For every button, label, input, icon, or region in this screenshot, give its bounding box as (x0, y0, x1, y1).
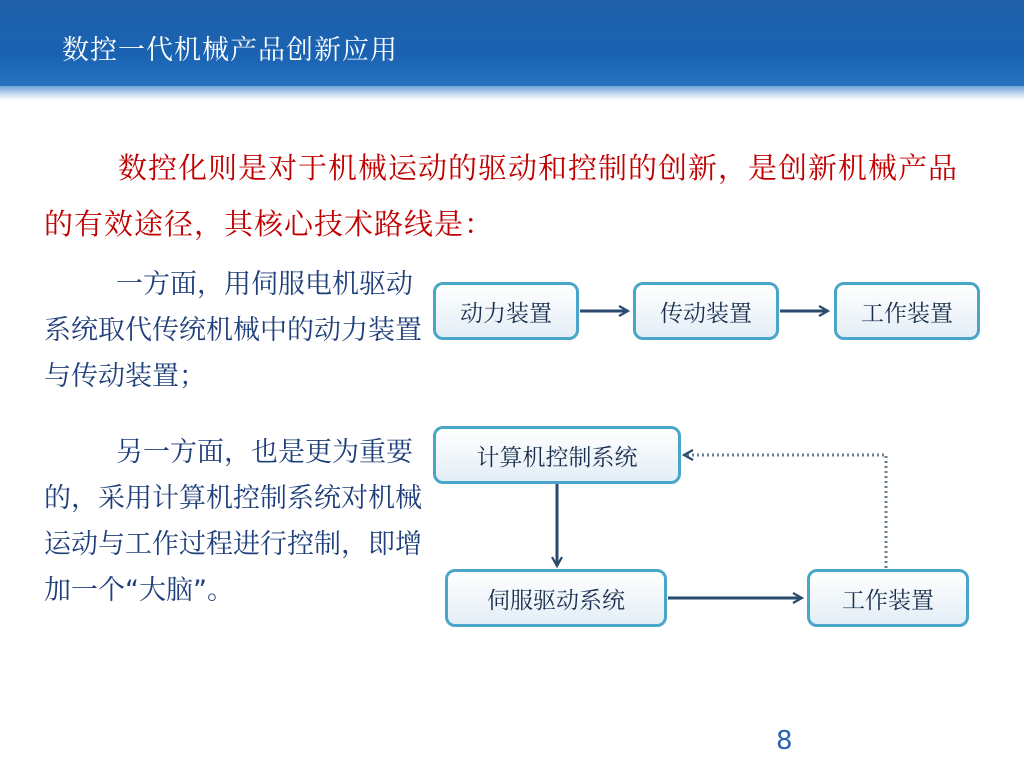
box-servo-drive: 伺服驱动系统 (445, 569, 667, 627)
slide-title: 数控一代机械产品创新应用 (62, 35, 398, 66)
paragraph-1-text: 一方面，用伺服电机驱动系统取代传统机械中的动力装置与传动装置； (44, 269, 422, 392)
box-work-device-2: 工作装置 (807, 569, 969, 627)
box-transmission-device: 传动装置 (633, 282, 779, 340)
page-number: 8 (776, 726, 793, 756)
intro-text: 数控化则是对于机械运动的驱动和控制的创新，是创新机械产品的有效途径，其核心技术路线是： (44, 151, 959, 241)
box-computer-control: 计算机控制系统 (433, 426, 681, 484)
box-work-device-1: 工作装置 (834, 282, 980, 340)
paragraph-2-text: 另一方面，也是更为重要的，采用计算机控制系统对机械运动与工作过程进行控制，即增加一个“大脑”。 (44, 437, 422, 606)
box-power-device: 动力装置 (433, 282, 579, 340)
feedback-dotted-arrow (684, 455, 886, 568)
